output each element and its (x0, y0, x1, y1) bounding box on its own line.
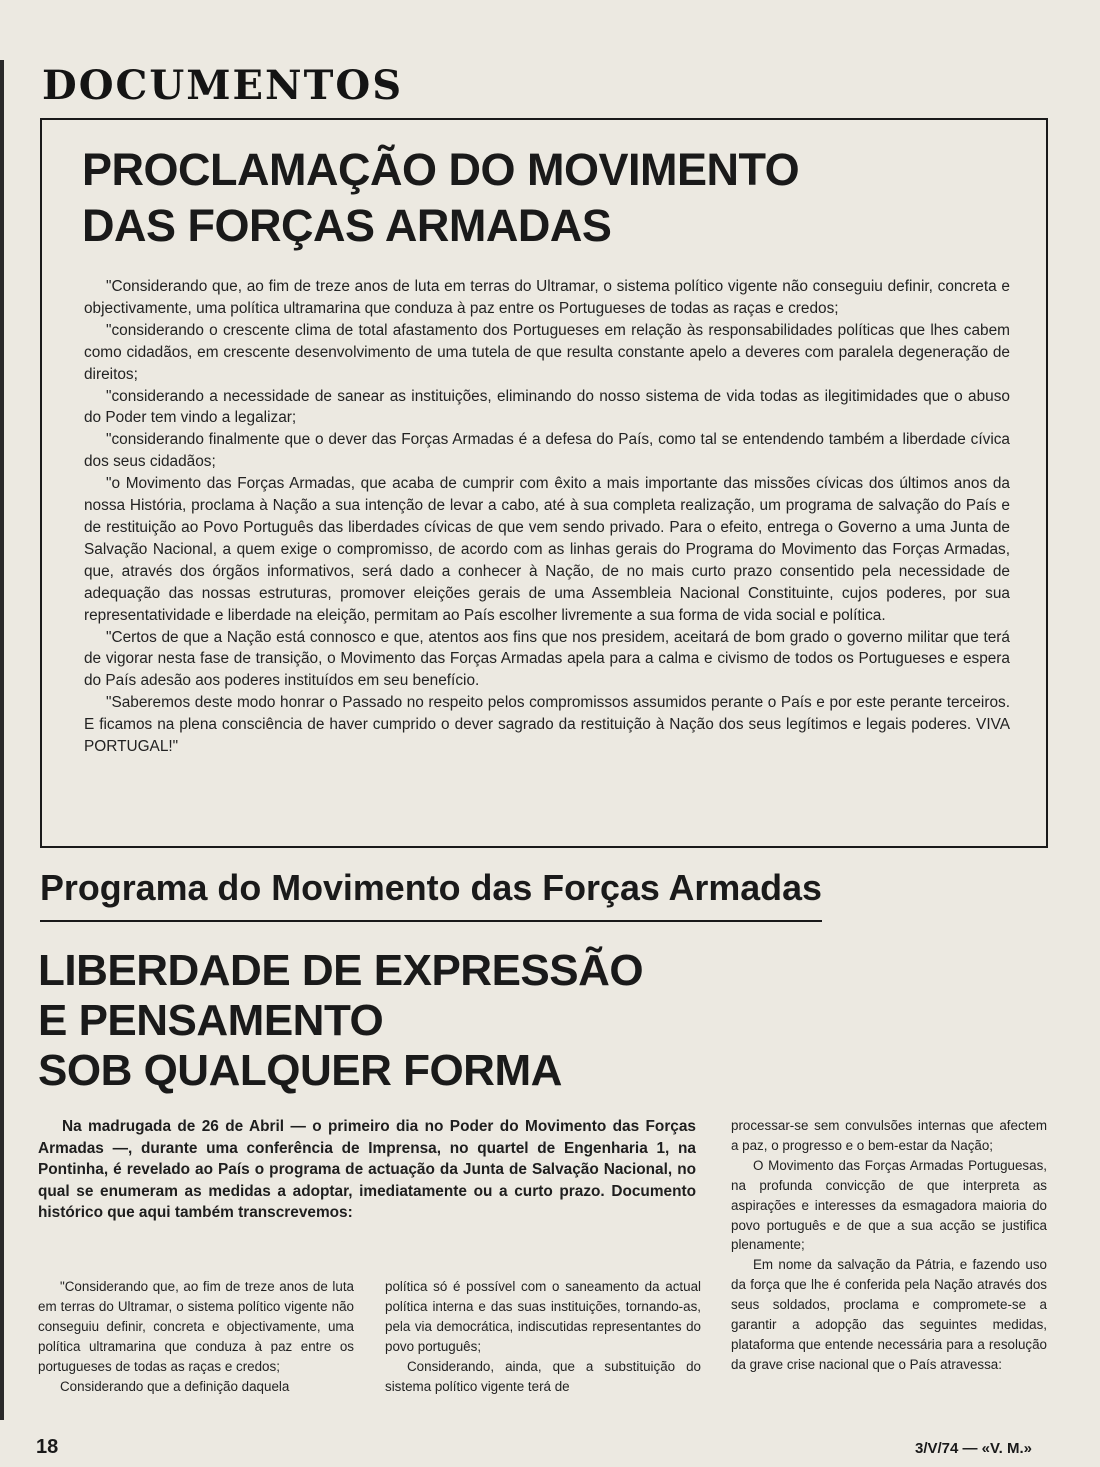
program-heading (40, 862, 822, 922)
article-column-1 (38, 1277, 354, 1396)
program-heading-text: Programa do Movimento das Forças Armadas (40, 867, 822, 908)
page-number: 18 (36, 1436, 59, 1458)
article-column-2 (385, 1277, 701, 1396)
article-lead: Na madrugada de 26 de Abril — o primeiro dia no Poder do Movimento das Forças Armadas —, durante uma conferência de Imprensa, no quartel de Engenharia 1, na Pontinha, é revelado ao País o programa de actuação da Junta de Salvação Nacional, no qual se enumeram as medidas a adoptar, imediatamente ou a curto prazo. Documento histórico que aqui também transcrevemos: (38, 1118, 696, 1222)
proclamation-paragraph: "considerando o crescente clima de total afastamento dos Portugueses em relação às responsabilidades políticas que lhes cabem como cidadãos, em crescente desenvolvimento de uma tutela de que resulta constante apelo a deveres com paralela degeneração de direitos; (84, 321, 1010, 383)
article-paragraph: Considerando que a definição daquela (60, 1378, 290, 1394)
proclamation-title-line: DAS FORÇAS ARMADAS (82, 200, 612, 251)
proclamation-paragraph: "Considerando que, ao fim de treze anos de luta em terras do Ultramar, o sistema político vigente não conseguiu definir, concreta e objectivamente, uma política ultramarina que conduza à paz entre os Portugueses de todas as raças e credos; (84, 278, 1010, 317)
article-headline-line: E PENSAMENTO (38, 996, 384, 1045)
proclamation-paragraph: "o Movimento das Forças Armadas, que acaba de cumprir com êxito a mais importante das missões cívicas dos últimos anos da nossa História, proclama à Nação a sua intenção de levar a cabo, até à sua completa realização, um programa de salvação do País e de restituição ao Povo Português das liberdades cívicas de que vem sendo privado. Para o efeito, entrega o Governo a uma Junta de Salvação Nacional, a quem exige o compromisso, de acordo com as linhas gerais do Programa do Movimento das Forças Armadas, que, através dos órgãos informativos, será dado a conhecer à Nação, de no mais curto prazo consentido pela necessidade de adequação das nossas estruturas, promover eleições gerais de uma Assembleia Nacional Constituinte, cujos poderes, por sua representatividade e liberdade na eleição, permitam ao País escolher livremente a sua forma de vida social e política. (84, 475, 1010, 624)
issue-reference: 3/V/74 — «V. M.» (914, 1440, 1032, 1457)
article-headline-line: SOB QUALQUER FORMA (38, 1046, 562, 1095)
proclamation-paragraph: "considerando finalmente que o dever das Forças Armadas é a defesa do País, como tal se entendendo também a liberdade cívica dos seus cidadãos; (84, 431, 1010, 471)
section-label: DOCUMENTOS (42, 62, 404, 109)
article-paragraph: "Considerando que, ao fim de treze anos de luta em terras do Ultramar, o sistema político vigente não conseguiu definir, concreta e objectivamente, uma política ultramarina que conduza à paz entre os portugueses de todas as raças e credos; (38, 1279, 354, 1374)
proclamation-body (84, 276, 1010, 758)
proclamation-paragraph: "Saberemos deste modo honrar o Passado no respeito pelos compromissos assumidos perante o País e por este perante terceiros. E ficamos na plena consciência de haver cumprido o dever sagrado da restituição à Nação dos seus legítimos e legais poderes. VIVA PORTUGAL!" (84, 694, 1010, 756)
article-paragraph: processar-se sem convulsões internas que afectem a paz, o progresso e o bem-estar da Nação; (731, 1118, 1047, 1153)
article-column-3 (731, 1116, 1047, 1375)
proclamation-paragraph: "Certos de que a Nação está connosco e que, atentos aos fins que nos presidem, aceitará de bom grado o governo militar que terá de vigorar nesta fase de transição, o Movimento das Forças Armadas apela para a calma e civismo de todos os Portugueses e espera do País adesão aos poderes instituídos em seu benefício. (84, 628, 1010, 690)
article-paragraph: Em nome da salvação da Pátria, e fazendo uso da força que lhe é conferida pela Nação através dos seus soldados, proclama e compromete-se a garantir a adopção das seguintes medidas, plataforma que entende necessária para a resolução da grave crise nacional que o País atravessa: (731, 1257, 1047, 1372)
proclamation-title-line: PROCLAMAÇÃO DO MOVIMENTO (82, 144, 800, 195)
proclamation-paragraph: "considerando a necessidade de sanear as instituições, eliminando do nosso sistema de vida todas as ilegitimidades que o abuso do Poder tem vindo a legalizar; (84, 387, 1010, 427)
article-headline (38, 946, 643, 1096)
article-headline-line: LIBERDADE DE EXPRESSÃO (38, 946, 644, 995)
article-paragraph: O Movimento das Forças Armadas Portuguesas, na profunda convicção de que interpreta as aspirações e interesses da esmagadora maioria do povo português e de que a sua acção se justifica plenamente; (731, 1157, 1047, 1253)
proclamation-box (40, 118, 1048, 848)
proclamation-title (82, 142, 799, 254)
page-edge-rule (0, 60, 4, 1420)
article-paragraph: Considerando, ainda, que a substituição do sistema político vigente terá de (385, 1358, 701, 1394)
article-paragraph: política só é possível com o saneamento da actual política interna e das suas instituições, tornando-as, pela via democrática, indiscutidas representantes do povo português; (385, 1279, 701, 1354)
